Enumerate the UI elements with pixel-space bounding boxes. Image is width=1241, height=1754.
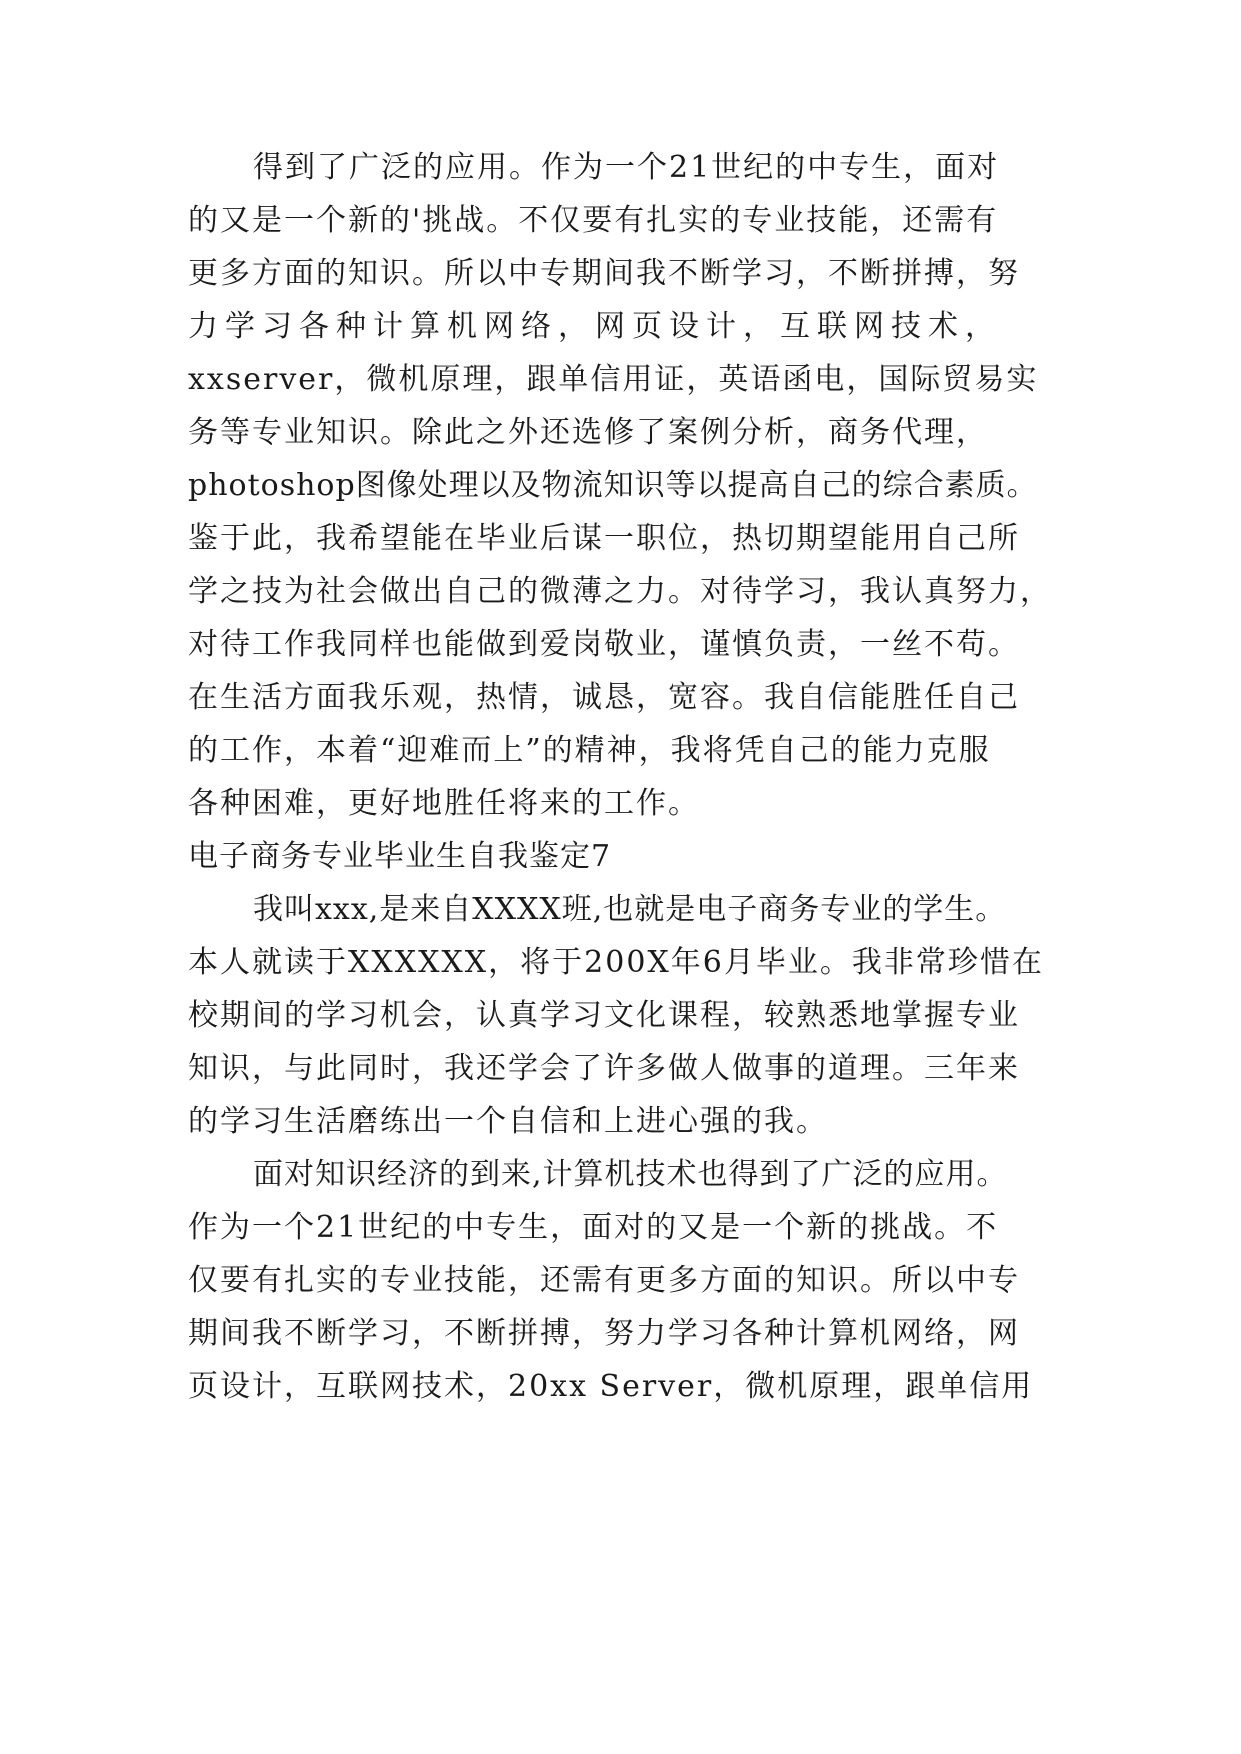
paragraph-line: 得到了广泛的应用。作为一个21世纪的中专生，面对 — [253, 150, 1000, 185]
paragraph-line: 对待工作我同样也能做到爱岗敬业，谨慎负责，一丝不苟。 — [188, 627, 1020, 662]
paragraph-line: 各种困难，更好地胜任将来的工作。 — [188, 786, 700, 821]
paragraph-line: 本人就读于XXXXXX，将于200X年6月毕业。我非常珍惜在 — [188, 945, 1044, 980]
paragraph-line: 力学习各种计算机网络，网页设计，互联网技术， — [188, 309, 1002, 344]
paragraph-line: 作为一个21世纪的中专生，面对的又是一个新的挑战。不 — [188, 1210, 999, 1245]
paragraph-line: 的工作，本着“迎难而上”的精神，我将凭自己的能力克服 — [188, 733, 991, 768]
paragraph-line: 的又是一个新的'挑战。不仅要有扎实的专业技能，还需有 — [188, 203, 999, 238]
paragraph-line: 仅要有扎实的专业技能，还需有更多方面的知识。所以中专 — [188, 1263, 1020, 1298]
paragraph-line: photoshop图像处理以及物流知识等以提高自己的综合素质。 — [188, 468, 1038, 503]
paragraph-line: 务等专业知识。除此之外还选修了案例分析，商务代理， — [188, 415, 988, 450]
paragraph-line: 页设计，互联网技术，20xx Server，微机原理，跟单信用 — [188, 1369, 1034, 1404]
paragraph-line: 面对知识经济的到来,计算机技术也得到了广泛的应用。 — [253, 1157, 1008, 1192]
section-heading: 电子商务专业毕业生自我鉴定7 — [188, 839, 612, 874]
paragraph-line: 更多方面的知识。所以中专期间我不断学习，不断拼搏，努 — [188, 256, 1020, 291]
paragraph-line: xxserver，微机原理，跟单信用证，英语函电，国际贸易实 — [188, 362, 1039, 397]
paragraph-line: 鉴于此，我希望能在毕业后谋一职位，热切期望能用自己所 — [188, 521, 1020, 556]
paragraph-line: 知识，与此同时，我还学会了许多做人做事的道理。三年来 — [188, 1051, 1020, 1086]
paragraph-line: 期间我不断学习，不断拼搏，努力学习各种计算机网络，网 — [188, 1316, 1020, 1351]
paragraph-line: 在生活方面我乐观，热情，诚恳，宽容。我自信能胜任自己 — [188, 680, 1020, 715]
paragraph-line: 我叫xxx,是来自XXXX班,也就是电子商务专业的学生。 — [253, 892, 1007, 927]
paragraph-line: 校期间的学习机会，认真学习文化课程，较熟悉地掌握专业 — [188, 998, 1020, 1033]
paragraph-line: 学之技为社会做出自己的微薄之力。对待学习，我认真努力， — [188, 574, 1052, 609]
paragraph-line: 的学习生活磨练出一个自信和上进心强的我。 — [188, 1104, 828, 1139]
